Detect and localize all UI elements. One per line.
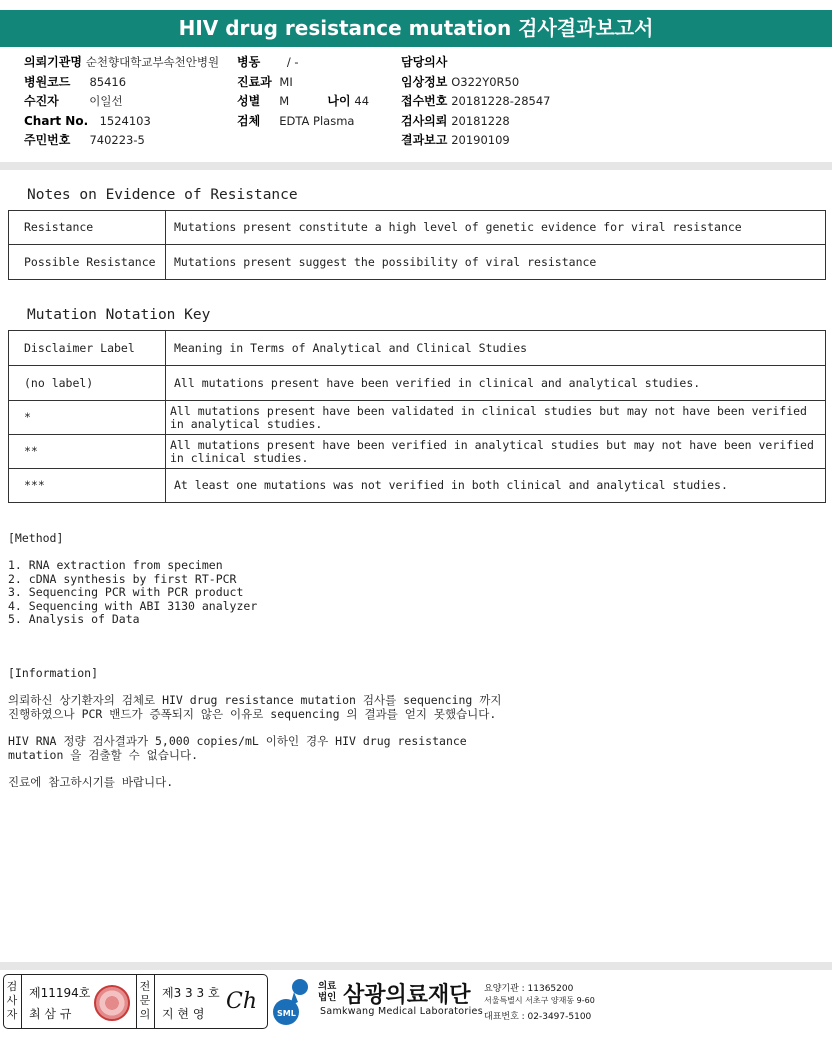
- key-label-cell: **: [9, 435, 166, 469]
- method-step: 4. Sequencing with ABI 3130 analyzer: [8, 598, 258, 613]
- age-label: 나이: [327, 94, 351, 108]
- key-text-cell: At least one mutations was not verified in both clinical and analytical studies.: [166, 469, 826, 503]
- specialist-vertical-label: 전문의: [139, 980, 151, 1021]
- dept-label: 진료과: [237, 74, 272, 89]
- key-label-cell: (no label): [9, 366, 166, 401]
- table-row: [9, 401, 826, 435]
- signature-box: [3, 974, 268, 1029]
- institution-code: 요양기관 : 11365200: [484, 984, 574, 994]
- key-label-cell: Disclaimer Label: [9, 331, 166, 366]
- age-value: 44: [354, 94, 370, 108]
- accession-label: 접수번호: [401, 94, 448, 108]
- info-para1-line1: 의뢰하신 상기환자의 검체로 HIV drug resistance mutation 검사를 sequencing 까지: [8, 693, 502, 707]
- key-text-cell: All mutations present have been validated in clinical studies but may not have been verified in analytical studies.: [166, 401, 826, 435]
- key-text-cell: Meaning in Terms of Analytical and Clinical Studies: [166, 331, 826, 366]
- header-col2: [237, 73, 369, 132]
- table-row: [9, 211, 826, 245]
- divider: [21, 975, 22, 1028]
- examiner-license: 제11194호: [29, 986, 91, 1000]
- key-text-cell: All mutations present have been verified in clinical and analytical studies.: [166, 366, 826, 401]
- notes-text-cell: Mutations present suggest the possibility of viral resistance: [166, 245, 826, 280]
- resident-no-value: 740223-5: [89, 133, 145, 147]
- specimen-label: 검체: [237, 113, 261, 128]
- org-address: 서울특별시 서초구 양재동 9-60: [484, 996, 595, 1005]
- ward-field: [237, 53, 299, 73]
- sex-label: 성별: [237, 94, 261, 108]
- resident-no-label: 주민번호: [24, 133, 71, 147]
- seal-stamp: [94, 985, 130, 1021]
- sml-logo-icon: [270, 976, 316, 1026]
- key-table: [8, 330, 826, 503]
- hospital-label: 의뢰기관명: [24, 55, 82, 69]
- info-para3: 진료에 참고하시기를 바랍니다.: [8, 775, 174, 789]
- divider: [154, 975, 155, 1028]
- request-date-label: 검사의뢰: [401, 113, 448, 128]
- hospital-value: 순천향대학교부속천안병원: [85, 55, 220, 69]
- table-row: [9, 245, 826, 280]
- notes-title: Notes on Evidence of Resistance: [27, 187, 298, 203]
- info-para2-line1: HIV RNA 정량 검사결과가 5,000 copies/mL 이하인 경우 HIV drug resistance: [8, 734, 467, 748]
- key-title: Mutation Notation Key: [27, 307, 211, 323]
- dept-value: MI: [279, 74, 293, 89]
- org-phone: 대표번호 : 02-3497-5100: [484, 1012, 592, 1022]
- clinical-info-value: O322Y0R50: [451, 74, 520, 89]
- sex-value: M: [279, 94, 290, 108]
- method-step: 1. RNA extraction from specimen: [8, 558, 223, 572]
- ward-value: / -: [286, 55, 299, 69]
- org-type: 의료법인: [318, 981, 337, 1003]
- divider: [136, 975, 137, 1028]
- patient-value: 이일선: [89, 94, 123, 108]
- key-text-cell: All mutations present have been verified in analytical studies but may not have been verified in clinical studies.: [166, 435, 826, 469]
- signature: Ch: [226, 989, 258, 1014]
- specimen-value: EDTA Plasma: [279, 113, 355, 128]
- hospital-code-value: 85416: [89, 74, 127, 89]
- chart-no-value: 1524103: [99, 113, 151, 128]
- request-date-value: 20181228: [451, 113, 510, 128]
- logo-badge: SML: [277, 1009, 296, 1018]
- org-name: 삼광의료재단: [343, 983, 471, 1008]
- header-divider: [0, 162, 832, 170]
- hospital-code-label: 병원코드: [24, 74, 71, 89]
- method-heading: [Method]: [8, 531, 64, 545]
- doctor-label: 담당의사: [401, 55, 448, 69]
- method-step: 3. Sequencing PCR with PCR product: [8, 585, 244, 599]
- footer-divider: [0, 962, 832, 970]
- header-col3: [401, 53, 550, 151]
- key-label-cell: ***: [9, 469, 166, 503]
- specialist-license: 제3 3 3 호: [162, 986, 220, 1000]
- clinical-info-label: 임상정보: [401, 74, 448, 89]
- table-row: [9, 469, 826, 503]
- info-para2-line2: mutation 을 검출할 수 없습니다.: [8, 748, 198, 762]
- chart-no-label: Chart No.: [24, 113, 89, 128]
- report-date-value: 20190109: [451, 133, 510, 147]
- examiner-name: 최 삼 규: [29, 1007, 72, 1021]
- report-date-label: 결과보고: [401, 133, 448, 147]
- accession-value: 20181228-28547: [451, 94, 551, 108]
- table-row: [9, 435, 826, 469]
- specialist-name: 지 현 영: [162, 1007, 205, 1021]
- notes-label-cell: Possible Resistance: [9, 245, 166, 280]
- notes-text-cell: Mutations present constitute a high level of genetic evidence for viral resistance: [166, 211, 826, 245]
- org-english: Samkwang Medical Laboratories: [320, 1006, 483, 1017]
- method-step: 5. Analysis of Data: [8, 612, 140, 626]
- patient-label: 수진자: [24, 94, 59, 108]
- table-row: [9, 366, 826, 401]
- examiner-vertical-label: 검사자: [6, 980, 18, 1021]
- key-label-cell: *: [9, 401, 166, 435]
- header-col1: [24, 53, 219, 151]
- method-step: 2. cDNA synthesis by first RT-PCR: [8, 571, 237, 586]
- notes-table: [8, 210, 826, 280]
- notes-label-cell: Resistance: [9, 211, 166, 245]
- table-row: [9, 331, 826, 366]
- ward-label: 병동: [237, 55, 261, 69]
- info-heading: [Information]: [8, 666, 99, 680]
- report-title: HIV drug resistance mutation 검사결과보고서: [0, 10, 832, 47]
- info-para1-line2: 진행하였으나 PCR 밴드가 증폭되지 않은 이유로 sequencing 의 결과를 얻지 못했습니다.: [8, 707, 497, 721]
